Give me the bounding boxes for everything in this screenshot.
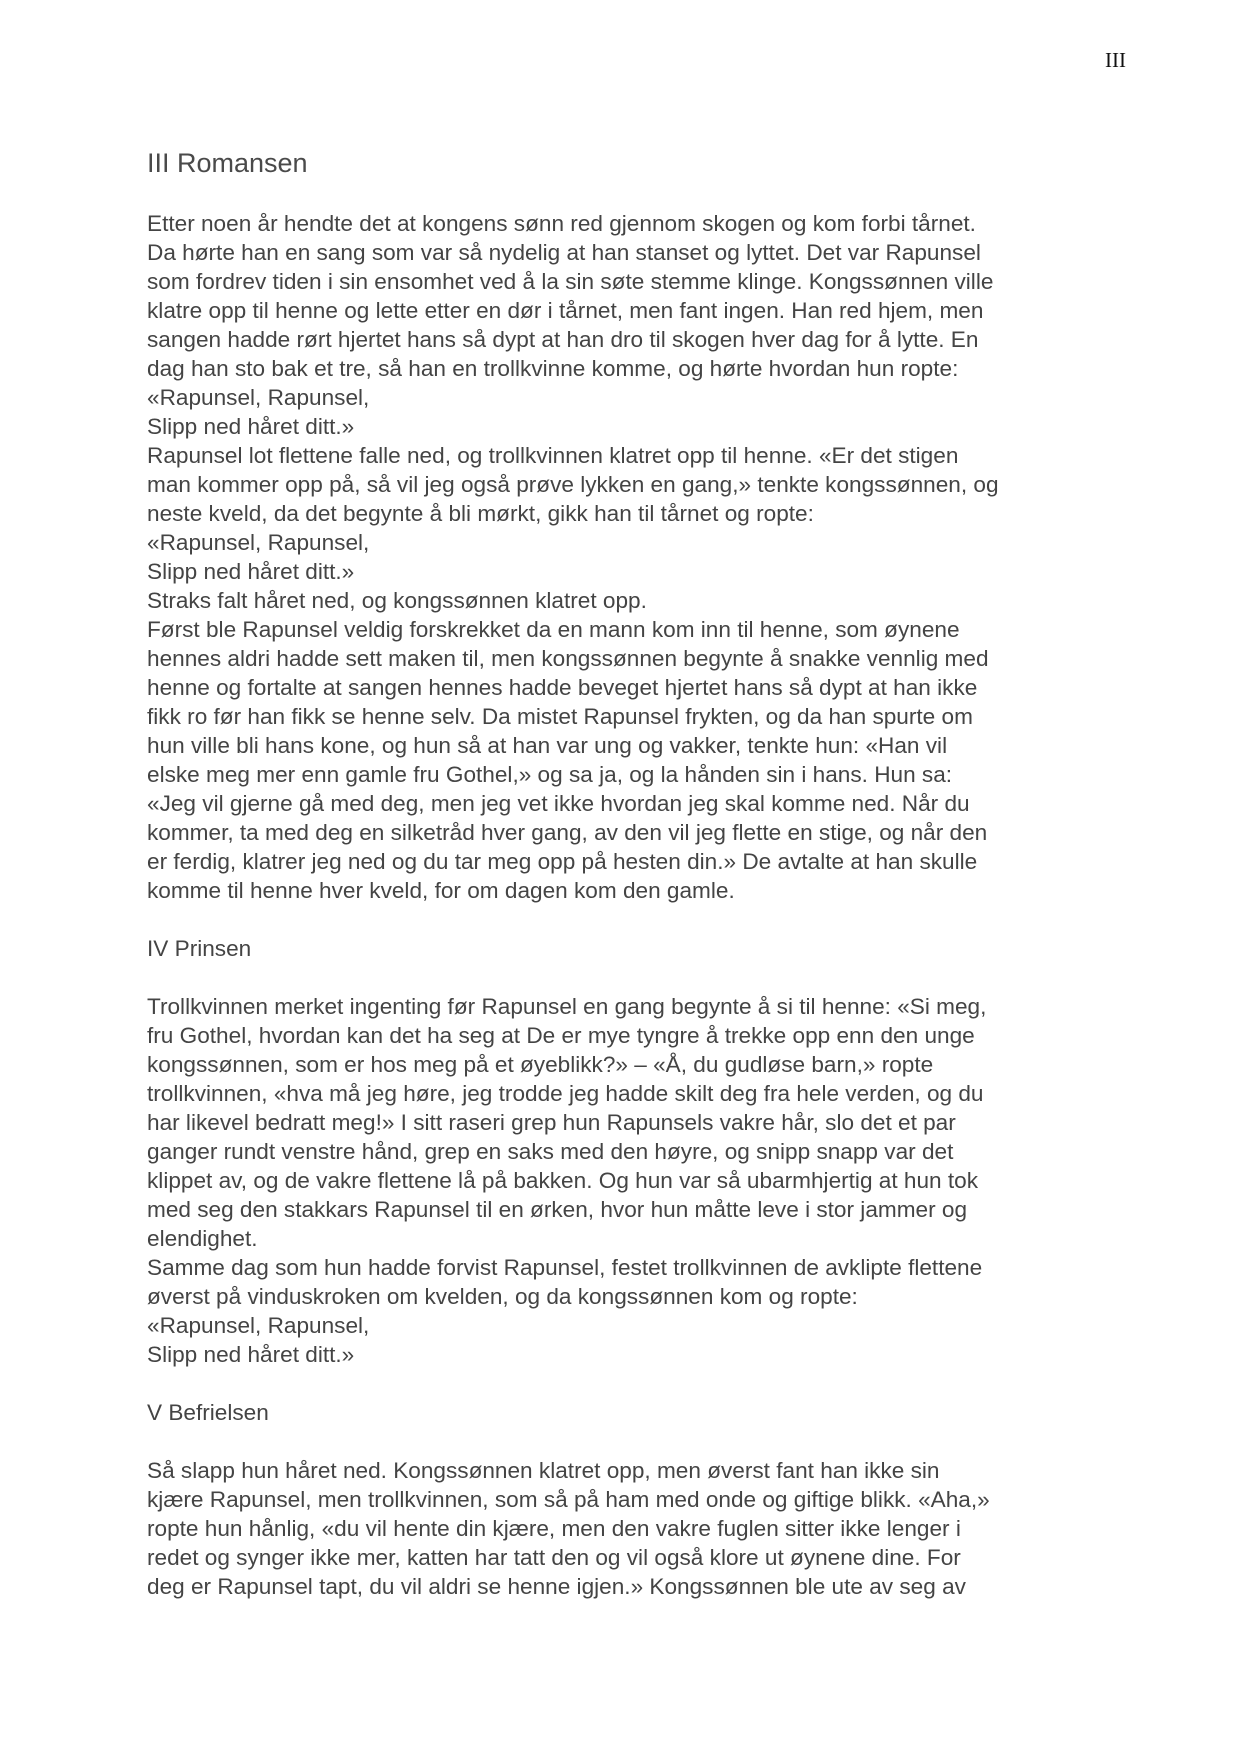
text-line: trollkvinnen, «hva må jeg høre, jeg trodde jeg hadde skilt deg fra hele verden, og du xyxy=(147,1081,984,1106)
text-line: komme til henne hver kveld, for om dagen kom den gamle. xyxy=(147,878,735,903)
text-line: har likevel bedratt meg!» I sitt raseri grep hun Rapunsels vakre hår, slo det et par xyxy=(147,1110,956,1135)
text-line: fikk ro før han fikk se henne selv. Da mistet Rapunsel frykten, og da han spurte om xyxy=(147,704,973,729)
text-line: Samme dag som hun hadde forvist Rapunsel, festet trollkvinnen de avklipte flettene xyxy=(147,1255,983,1280)
text-line: øverst på vinduskroken om kvelden, og da kongssønnen kom og ropte: xyxy=(147,1284,858,1309)
document-body xyxy=(147,146,1147,1630)
section-heading: IV Prinsen xyxy=(147,936,252,961)
text-line: redet og synger ikke mer, katten har tatt den og vil også klore ut øynene dine. For xyxy=(147,1545,961,1570)
text-line: kjære Rapunsel, men trollkvinnen, som så på ham med onde og giftige blikk. «Aha,» xyxy=(147,1487,990,1512)
text-line: Rapunsel lot flettene falle ned, og trollkvinnen klatret opp til henne. «Er det stigen xyxy=(147,443,959,468)
text-line: Da hørte han en sang som var så nydelig at han stanset og lyttet. Det var Rapunsel xyxy=(147,240,981,265)
text-line: Trollkvinnen merket ingenting før Rapunsel en gang begynte å si til henne: «Si meg, xyxy=(147,994,987,1019)
text-line: elendighet. xyxy=(147,1226,258,1251)
text-line: man kommer opp på, så vil jeg også prøve lykken en gang,» tenkte kongssønnen, og xyxy=(147,472,999,497)
text-line: «Rapunsel, Rapunsel, xyxy=(147,530,370,555)
text-line: Etter noen år hendte det at kongens sønn red gjennom skogen og kom forbi tårnet. xyxy=(147,211,976,236)
text-line: ganger rundt venstre hånd, grep en saks med den høyre, og snipp snapp var det xyxy=(147,1139,954,1164)
text-line: klatre opp til henne og lette etter en dør i tårnet, men fant ingen. Han red hjem, men xyxy=(147,298,984,323)
page-number: III xyxy=(1105,48,1126,72)
text-line: neste kveld, da det begynte å bli mørkt, gikk han til tårnet og ropte: xyxy=(147,501,814,526)
text-line: «Jeg vil gjerne gå med deg, men jeg vet ikke hvordan jeg skal komme ned. Når du xyxy=(147,791,970,816)
text-line: henne og fortalte at sangen hennes hadde beveget hjertet hans så dypt at han ikke xyxy=(147,675,978,700)
section-text xyxy=(147,992,1147,1369)
text-line: hun ville bli hans kone, og hun så at han var ung og vakker, tenkte hun: «Han vil xyxy=(147,733,948,758)
text-line: sangen hadde rørt hjertet hans så dypt at han dro til skogen hver dag for å lytte. En xyxy=(147,327,979,352)
section-text xyxy=(147,1456,1147,1601)
text-line: kongssønnen, som er hos meg på et øyeblikk?» – «Å, du gudløse barn,» ropte xyxy=(147,1052,934,1077)
section-heading: V Befrielsen xyxy=(147,1400,269,1425)
text-line: Slipp ned håret ditt.» xyxy=(147,414,355,439)
text-line: fru Gothel, hvordan kan det ha seg at De er mye tyngre å trekke opp enn den unge xyxy=(147,1023,975,1048)
text-line: klippet av, og de vakre flettene lå på bakken. Og hun var så ubarmhjertig at hun tok xyxy=(147,1168,979,1193)
text-line: Slipp ned håret ditt.» xyxy=(147,559,355,584)
text-line: «Rapunsel, Rapunsel, xyxy=(147,1313,370,1338)
text-line: Slipp ned håret ditt.» xyxy=(147,1342,355,1367)
text-line: Så slapp hun håret ned. Kongssønnen klatret opp, men øverst fant han ikke sin xyxy=(147,1458,940,1483)
text-line: hennes aldri hadde sett maken til, men kongssønnen begynte å snakke vennlig med xyxy=(147,646,989,671)
text-line: deg er Rapunsel tapt, du vil aldri se henne igjen.» Kongssønnen ble ute av seg av xyxy=(147,1574,966,1599)
text-line: er ferdig, klatrer jeg ned og du tar meg opp på hesten din.» De avtalte at han skulle xyxy=(147,849,978,874)
text-line: Først ble Rapunsel veldig forskrekket da en mann kom inn til henne, som øynene xyxy=(147,617,960,642)
section-heading: III Romansen xyxy=(147,148,308,178)
text-line: elske meg mer enn gamle fru Gothel,» og sa ja, og la hånden sin i hans. Hun sa: xyxy=(147,762,953,787)
text-line: som fordrev tiden i sin ensomhet ved å la sin søte stemme klinge. Kongssønnen ville xyxy=(147,269,994,294)
text-line: dag han sto bak et tre, så han en trollkvinne komme, og hørte hvordan hun ropte: xyxy=(147,356,959,381)
text-line: «Rapunsel, Rapunsel, xyxy=(147,385,370,410)
text-line: med seg den stakkars Rapunsel til en ørken, hvor hun måtte leve i stor jammer og xyxy=(147,1197,968,1222)
section-text xyxy=(147,209,1147,905)
text-line: ropte hun hånlig, «du vil hente din kjære, men den vakre fuglen sitter ikke lenger i xyxy=(147,1516,961,1541)
text-line: kommer, ta med deg en silketråd hver gang, av den vil jeg flette en stige, og når den xyxy=(147,820,988,845)
text-line: Straks falt håret ned, og kongssønnen klatret opp. xyxy=(147,588,647,613)
